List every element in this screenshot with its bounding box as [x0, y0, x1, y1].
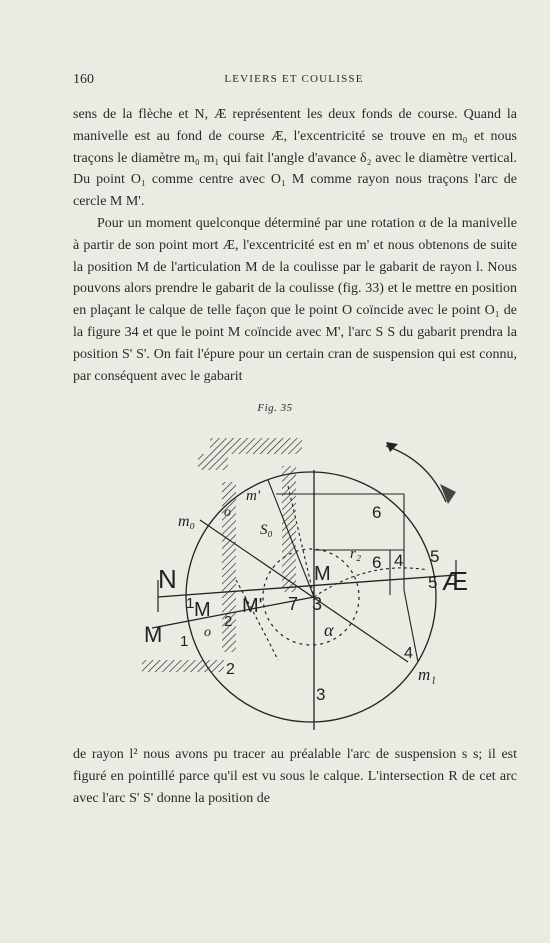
label-alpha: α: [324, 620, 334, 640]
label-six-mid: 6: [372, 553, 382, 572]
label-r2: r₂: [350, 546, 362, 562]
label-m1: m₁: [418, 665, 437, 684]
label-m0: m₀: [178, 513, 196, 530]
label-seven: 7: [288, 594, 299, 614]
label-four: 4: [394, 551, 404, 570]
label-M-left: M: [194, 599, 211, 621]
page-number: 160: [73, 72, 94, 87]
figure-35-diagram: [128, 430, 498, 740]
diagram-svg: [128, 430, 498, 740]
page-header: [73, 72, 515, 92]
label-n: N: [158, 564, 177, 594]
hatched-right-slot: [282, 466, 296, 592]
paragraph-1: sens de la flèche et N, Æ représentent les deux fonds de course. Quand la manivelle est au fond de course Æ, l'excentricité se trouve en m₀ et nous traçons le diamètre m₀ m₁ qui fait l'angle d'avance δ₂ avec le diamètre vertical. Du point O₁ comme centre avec O₁ M comme rayon nous traçons l'arc de cercle M M'.: [73, 107, 517, 210]
label-two-mid: 2: [224, 613, 233, 630]
label-five-top: 5: [430, 547, 440, 566]
label-s0: S₀: [260, 522, 273, 538]
dotted-arc-r2: [314, 568, 428, 597]
label-two-low: 2: [226, 661, 235, 678]
dotted-arc-mm: [236, 580, 278, 660]
figure-caption: Fig. 35: [257, 402, 293, 414]
label-one: 1: [186, 595, 195, 612]
label-o-lower: o: [204, 625, 211, 640]
label-ae: Æ: [442, 566, 468, 596]
label-five-bot: 5: [428, 573, 438, 592]
hatched-bottom-block: [142, 660, 224, 672]
hatched-top-block: [210, 438, 302, 454]
running-title: LEVIERS ET COULISSE: [224, 73, 364, 85]
label-M-second: M': [242, 595, 263, 617]
hatched-corner-block: [198, 454, 228, 470]
label-three-bot: 3: [316, 685, 326, 704]
label-one-lower: 1: [180, 633, 189, 650]
label-M-center: M: [314, 563, 331, 585]
label-o: o: [224, 505, 231, 520]
label-m-prime: m': [246, 488, 261, 504]
paragraph-3: de rayon l² nous avons pu tracer au préalable l'arc de suspension s s; il est figuré en pointillé parce qu'il est vu sous le calque. L'intersection R de cet arc avec l'arc S' S' donne la position de: [73, 747, 517, 806]
top-text-block: [73, 104, 517, 387]
label-four-low: 4: [404, 645, 413, 662]
label-three-top: 3: [312, 594, 323, 614]
bottom-text-block: [73, 744, 517, 809]
label-M-lower: M: [144, 622, 163, 647]
label-six-top: 6: [372, 503, 382, 522]
paragraph-2: Pour un moment quelconque déterminé par une rotation α de la manivelle à partir de son point mort Æ, l'excentricité est en m' et nous obtenons de suite la position M de l'articulation M de la coulisse par le gabarit de rayon l. Nous pouvons alors prendre le gabarit de la coulisse (fig. 33) et le mettre en position en plaçant le calque de telle façon que le point O coïncide avec le point O₁ de la figure 34 et que le point M coïncide avec M', l'arc S S du gabarit prendra la position S' S'. On fait l'épure pour un certain cran de suspension qui est connu, par conséquent avec le gabarit: [73, 215, 517, 384]
